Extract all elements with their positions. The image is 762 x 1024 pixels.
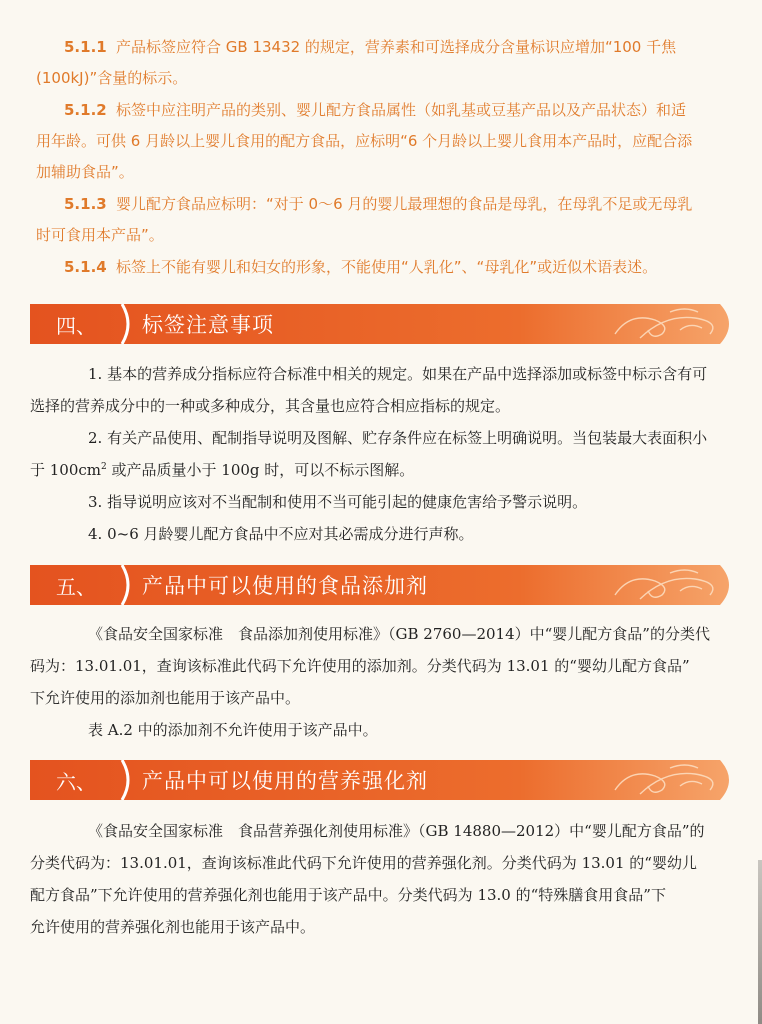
section-banner-6 bbox=[30, 760, 738, 800]
clause-line: 加辅助食品”。 bbox=[36, 163, 134, 181]
superscript: 2 bbox=[101, 462, 107, 472]
clause-line: 时可食用本产品”。 bbox=[36, 226, 164, 244]
text-line: 2. 有关产品使用、配制指导说明及图解、贮存条件应在标签上明确说明。当包装最大表面积小 bbox=[88, 429, 708, 447]
text-line: 选择的营养成分中的一种或多种成分，其含量也应符合相应指标的规定。 bbox=[30, 397, 511, 415]
clause-number: 5.1.4 bbox=[64, 258, 107, 276]
clause-5-1-2 bbox=[36, 95, 736, 188]
paragraph-continuation bbox=[30, 390, 728, 422]
clause-line: 婴儿配方食品应标明：“对于 0～6 月的婴儿最理想的食品是母乳，在母乳不足或无母乳 bbox=[116, 195, 693, 213]
banner-ribbon bbox=[30, 304, 738, 344]
section-number: 五、 bbox=[56, 574, 96, 599]
section-4-body bbox=[30, 358, 728, 550]
text-line: 下允许使用的添加剂也能用于该产品中。 bbox=[30, 689, 301, 707]
page-edge-shadow bbox=[758, 860, 762, 1024]
text-fragment: 或产品质量小于 100g 时，可以不标示图解。 bbox=[106, 461, 415, 479]
clause-line: 用年龄。可供 6 月龄以上婴儿食用的配方食品，应标明“6 个月龄以上婴儿食用本产品时，应配合添 bbox=[36, 132, 693, 150]
clause-number: 5.1.2 bbox=[64, 101, 107, 119]
text-line: 《食品安全国家标准 食品添加剂使用标准》（GB 2760—2014）中“婴儿配方食品”的分类代 bbox=[88, 625, 710, 643]
clause-number: 5.1.3 bbox=[64, 195, 107, 213]
paragraph bbox=[58, 486, 728, 518]
clause-line: (100kJ)”含量的标示。 bbox=[36, 69, 188, 87]
clause-line: 产品标签应符合 GB 13432 的规定，营养素和可选择成分含量标识应增加“100 千焦 bbox=[116, 38, 677, 56]
section-5-body bbox=[30, 618, 728, 746]
text-line: 码为：13.01.01，查询该标准此代码下允许使用的添加剂。分类代码为 13.01 的“婴幼儿配方食品” bbox=[30, 657, 690, 675]
text-line: 分类代码为：13.01.01，查询该标准此代码下允许使用的营养强化剂。分类代码为 13.01 的“婴幼儿 bbox=[30, 854, 697, 872]
section-6-body bbox=[30, 815, 728, 943]
clause-line: 标签中应注明产品的类别、婴儿配方食品属性（如乳基或豆基产品以及产品状态）和适 bbox=[116, 101, 687, 119]
section-title: 产品中可以使用的营养强化剂 bbox=[142, 769, 428, 793]
section-number: 六、 bbox=[56, 769, 96, 794]
text-line: 4. 0~6 月龄婴儿配方食品中不应对其必需成分进行声称。 bbox=[88, 525, 474, 543]
clause-5-1-3 bbox=[36, 189, 736, 251]
clause-5-1-1 bbox=[36, 32, 736, 94]
text-line: 配方食品”下允许使用的营养强化剂也能用于该产品中。分类代码为 13.0 的“特殊膳食用食品”下 bbox=[30, 886, 666, 904]
paragraph bbox=[58, 358, 728, 390]
clause-5-1-4 bbox=[36, 252, 736, 283]
section-title: 产品中可以使用的食品添加剂 bbox=[142, 574, 428, 598]
text-line: 1. 基本的营养成分指标应符合标准中相关的规定。如果在产品中选择添加或标签中标示含有可 bbox=[88, 365, 708, 383]
text-line: 《食品安全国家标准 食品营养强化剂使用标准》（GB 14880—2012）中“婴儿配方食品”的 bbox=[88, 822, 705, 840]
section-banner-5 bbox=[30, 565, 738, 605]
section-banner-4 bbox=[30, 304, 738, 344]
paragraph-continuation bbox=[30, 454, 728, 486]
clause-number: 5.1.1 bbox=[64, 38, 107, 56]
paragraph bbox=[58, 518, 728, 550]
text-line: 允许使用的营养强化剂也能用于该产品中。 bbox=[30, 918, 316, 936]
text-line: 表 A.2 中的添加剂不允许使用于该产品中。 bbox=[88, 721, 378, 739]
text-line: 3. 指导说明应该对不当配制和使用不当可能引起的健康危害给予警示说明。 bbox=[88, 493, 588, 511]
clause-line: 标签上不能有婴儿和妇女的形象，不能使用“人乳化”、“母乳化”或近似术语表述。 bbox=[116, 258, 658, 276]
paragraph bbox=[58, 422, 728, 454]
text-fragment: 于 100cm bbox=[30, 461, 102, 479]
section-number: 四、 bbox=[56, 313, 96, 338]
section-title: 标签注意事项 bbox=[142, 313, 274, 337]
